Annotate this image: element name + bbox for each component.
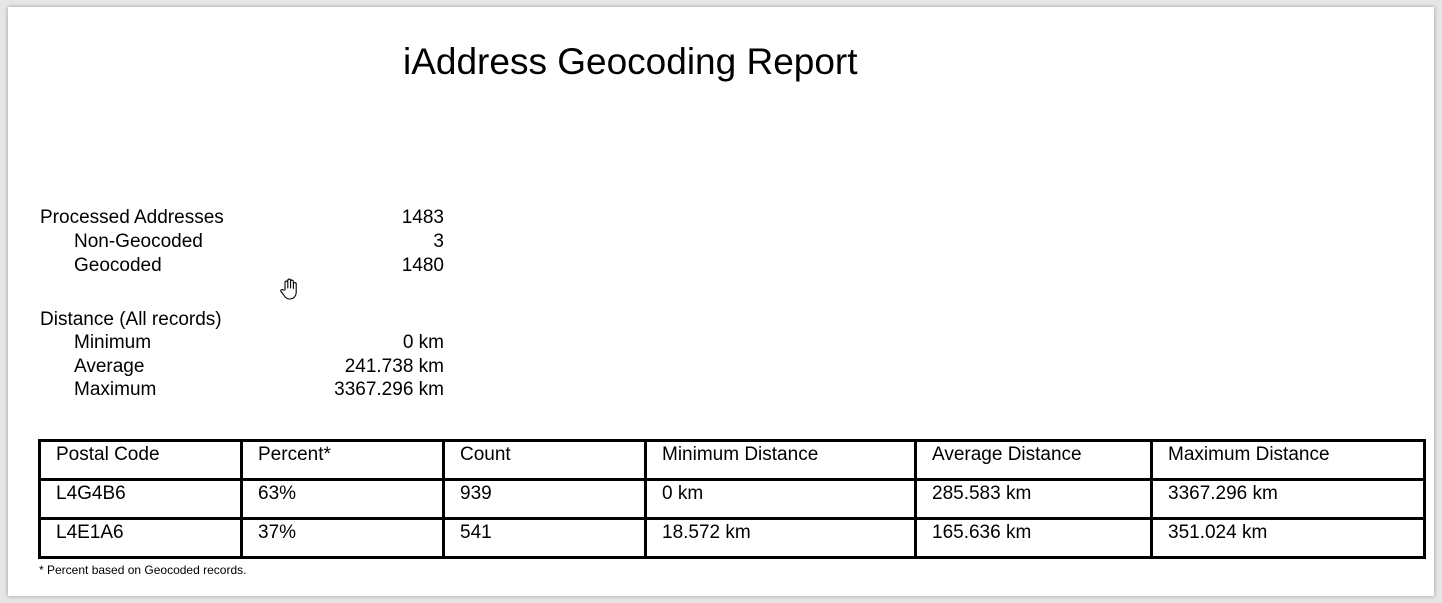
distance-average-row [40,356,444,380]
table-row [40,480,1425,519]
cell-maximum-distance: 351.024 km [1152,519,1425,558]
geocoded-row [40,255,444,279]
hand-cursor-icon [278,277,300,301]
header-average-distance: Average Distance [916,441,1152,480]
distance-minimum-label: Minimum [74,332,152,353]
distance-label: Distance (All records) [40,309,222,330]
distance-header-row [40,309,444,333]
distance-minimum-value: 0 km [402,332,444,353]
cell-postal-code: L4G4B6 [40,480,242,519]
processed-addresses-value: 1483 [401,207,444,228]
cell-count: 939 [444,480,646,519]
header-minimum-distance: Minimum Distance [646,441,916,480]
cell-minimum-distance: 18.572 km [646,519,916,558]
header-postal-code: Postal Code [40,441,242,480]
cell-postal-code: L4E1A6 [40,519,242,558]
cell-average-distance: 165.636 km [916,519,1152,558]
cell-percent: 37% [242,519,444,558]
distance-maximum-value: 3367.296 km [334,379,444,400]
geocoded-label: Geocoded [74,255,162,276]
distance-maximum-label: Maximum [74,379,157,400]
table-row [40,519,1425,558]
distance-average-value: 241.738 km [344,356,444,377]
cell-percent: 63% [242,480,444,519]
footnote: * Percent based on Geocoded records. [39,563,247,577]
geocoded-value: 1480 [401,255,444,276]
cell-count: 541 [444,519,646,558]
non-geocoded-label: Non-Geocoded [74,231,203,252]
non-geocoded-row [40,231,444,255]
postal-code-distance-table [38,439,1426,559]
distance-average-label: Average [74,356,145,377]
distance-maximum-row [40,379,444,403]
table-header-row [40,441,1425,480]
distance-minimum-row [40,332,444,356]
non-geocoded-value: 3 [433,231,444,252]
header-maximum-distance: Maximum Distance [1152,441,1425,480]
processed-addresses-row [40,207,444,231]
processed-addresses-label: Processed Addresses [40,207,224,228]
cell-average-distance: 285.583 km [916,480,1152,519]
cell-maximum-distance: 3367.296 km [1152,480,1425,519]
report-title: iAddress Geocoding Report [403,41,858,82]
header-count: Count [444,441,646,480]
header-percent: Percent* [242,441,444,480]
cell-minimum-distance: 0 km [646,480,916,519]
report-page [8,7,1434,596]
